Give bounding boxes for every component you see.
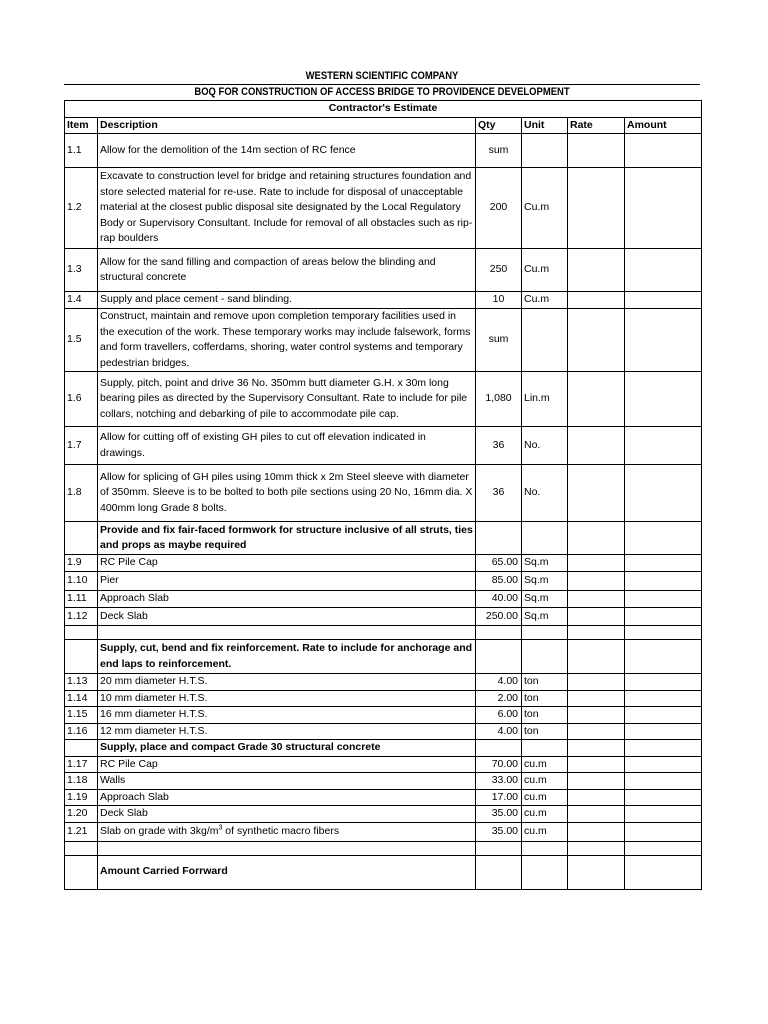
table-row — [65, 822, 702, 841]
item-description: 16 mm diameter H.T.S. — [98, 707, 476, 724]
item-rate — [568, 427, 625, 465]
item-number: 1.16 — [65, 723, 98, 740]
item-qty: 36 — [476, 465, 522, 522]
item-description: RC Pile Cap — [98, 756, 476, 773]
item-rate — [568, 756, 625, 773]
item-unit: Cu.m — [522, 249, 568, 292]
empty-cell — [476, 626, 522, 640]
item-qty: 2.00 — [476, 690, 522, 707]
empty-cell — [568, 841, 625, 855]
table-row — [65, 309, 702, 372]
table-header-row — [65, 117, 702, 134]
item-amount — [625, 427, 702, 465]
item-rate — [568, 555, 625, 572]
item-unit: Sq.m — [522, 555, 568, 572]
item-number: 1.10 — [65, 572, 98, 591]
item-number: 1.17 — [65, 756, 98, 773]
empty-cell — [522, 522, 568, 555]
item-qty: 200 — [476, 168, 522, 249]
empty-cell — [476, 522, 522, 555]
item-qty: 250 — [476, 249, 522, 292]
item-amount — [625, 292, 702, 309]
item-rate — [568, 249, 625, 292]
boq-table — [64, 100, 702, 890]
header-qty: Qty — [476, 117, 522, 134]
item-unit: cu.m — [522, 756, 568, 773]
table-row — [65, 555, 702, 572]
item-qty: sum — [476, 134, 522, 168]
item-qty: 40.00 — [476, 591, 522, 608]
item-rate — [568, 572, 625, 591]
table-row — [65, 572, 702, 591]
table-row — [65, 608, 702, 626]
empty-cell — [568, 855, 625, 889]
item-unit: cu.m — [522, 789, 568, 806]
item-number: 1.18 — [65, 773, 98, 790]
item-number: 1.9 — [65, 555, 98, 572]
item-amount — [625, 723, 702, 740]
item-unit: ton — [522, 674, 568, 691]
item-amount — [625, 806, 702, 823]
empty-cell — [625, 522, 702, 555]
header-description: Description — [98, 117, 476, 134]
item-rate — [568, 134, 625, 168]
empty-cell — [522, 855, 568, 889]
item-number: 1.19 — [65, 789, 98, 806]
blank-row — [65, 841, 702, 855]
empty-cell — [98, 626, 476, 640]
table-row — [65, 168, 702, 249]
item-number: 1.7 — [65, 427, 98, 465]
item-qty: 4.00 — [476, 723, 522, 740]
item-qty: 1,080 — [476, 372, 522, 427]
empty-cell — [568, 626, 625, 640]
item-unit: Sq.m — [522, 591, 568, 608]
item-description — [98, 822, 476, 841]
item-rate — [568, 707, 625, 724]
table-row — [65, 789, 702, 806]
item-unit: cu.m — [522, 773, 568, 790]
item-description: Deck Slab — [98, 806, 476, 823]
item-number: 1.20 — [65, 806, 98, 823]
item-description: Deck Slab — [98, 608, 476, 626]
carried-forward-label: Amount Carried Forrward — [98, 855, 476, 889]
concrete-heading-row — [65, 740, 702, 757]
item-unit — [522, 134, 568, 168]
item-number: 1.6 — [65, 372, 98, 427]
table-row — [65, 292, 702, 309]
item-amount — [625, 465, 702, 522]
table-row — [65, 690, 702, 707]
table-title: Contractor's Estimate — [65, 101, 702, 118]
item-qty: 33.00 — [476, 773, 522, 790]
item-description: Excavate to construction level for bridge and retaining structures foundation and store selected material for re-use. Rate to include for disposal of unacceptable material at the closest public disposal site designated by the Local Regulatory Body or Supervisory Consultant. Include for removal of all obstacles such as rip-rap boulders — [98, 168, 476, 249]
item-description: Construct, maintain and remove upon completion temporary facilities used in the execution of the work. These temporary works may include falsework, forms and form travellers, cofferdams, shoring, water control systems and temporary pedestrian bridges. — [98, 309, 476, 372]
item-rate — [568, 372, 625, 427]
item-unit: Sq.m — [522, 608, 568, 626]
header-amount: Amount — [625, 117, 702, 134]
empty-cell — [625, 855, 702, 889]
item-amount — [625, 608, 702, 626]
item-unit: cu.m — [522, 822, 568, 841]
item-amount — [625, 674, 702, 691]
item-rate — [568, 690, 625, 707]
item-rate — [568, 465, 625, 522]
table-row — [65, 591, 702, 608]
item-qty: sum — [476, 309, 522, 372]
item-number: 1.15 — [65, 707, 98, 724]
item-qty: 70.00 — [476, 756, 522, 773]
item-amount — [625, 134, 702, 168]
item-rate — [568, 608, 625, 626]
item-description: Allow for cutting off of existing GH piles to cut off elevation indicated in drawings. — [98, 427, 476, 465]
item-rate — [568, 806, 625, 823]
item-description: Allow for the sand filling and compaction of areas below the blinding and structural concrete — [98, 249, 476, 292]
item-description: Allow for the demolition of the 14m section of RC fence — [98, 134, 476, 168]
table-row — [65, 773, 702, 790]
item-qty: 85.00 — [476, 572, 522, 591]
item-rate — [568, 789, 625, 806]
section-heading: Supply, cut, bend and fix reinforcement. Rate to include for anchorage and end laps to reinforcement. — [98, 640, 476, 674]
item-number: 1.1 — [65, 134, 98, 168]
table-row — [65, 707, 702, 724]
empty-cell — [65, 740, 98, 757]
empty-cell — [476, 855, 522, 889]
empty-cell — [65, 841, 98, 855]
item-rate — [568, 822, 625, 841]
description-text-end: of synthetic macro fibers — [222, 824, 340, 837]
item-qty: 250.00 — [476, 608, 522, 626]
item-unit: ton — [522, 690, 568, 707]
item-number: 1.11 — [65, 591, 98, 608]
item-qty: 17.00 — [476, 789, 522, 806]
item-unit: Cu.m — [522, 292, 568, 309]
empty-cell — [522, 740, 568, 757]
item-amount — [625, 773, 702, 790]
table-row — [65, 723, 702, 740]
item-number: 1.21 — [65, 822, 98, 841]
item-qty: 35.00 — [476, 822, 522, 841]
description-text: Slab on grade with 3kg/m — [100, 824, 219, 837]
table-row — [65, 806, 702, 823]
document-subtitle: BOQ FOR CONSTRUCTION OF ACCESS BRIDGE TO PROVIDENCE DEVELOPMENT — [194, 86, 570, 98]
item-description: Allow for splicing of GH piles using 10mm thick x 2m Steel sleeve with diameter of 350mm. Sleeve is to be bolted to both pile sections using 20 No, 16mm dia. X 400mm long Grade 8 bolts. — [98, 465, 476, 522]
item-number: 1.12 — [65, 608, 98, 626]
item-amount — [625, 572, 702, 591]
item-description: Supply, pitch, point and drive 36 No. 350mm butt diameter G.H. x 30m long bearing piles as directed by the Supervisory Consultant. Rate to include for pile collars, notching and debarking of pile to accommodate pile cap. — [98, 372, 476, 427]
superscript-cubed: 3 — [218, 824, 223, 832]
empty-cell — [625, 740, 702, 757]
item-number: 1.2 — [65, 168, 98, 249]
item-qty: 10 — [476, 292, 522, 309]
item-unit: ton — [522, 723, 568, 740]
item-amount — [625, 822, 702, 841]
section-heading: Provide and fix fair-faced formwork for structure inclusive of all struts, ties and props as maybe required — [98, 522, 476, 555]
empty-cell — [476, 841, 522, 855]
item-rate — [568, 292, 625, 309]
item-rate — [568, 674, 625, 691]
item-amount — [625, 372, 702, 427]
item-description: Approach Slab — [98, 591, 476, 608]
empty-cell — [476, 640, 522, 674]
empty-cell — [625, 841, 702, 855]
empty-cell — [625, 640, 702, 674]
table-row — [65, 674, 702, 691]
item-number: 1.3 — [65, 249, 98, 292]
blank-row — [65, 626, 702, 640]
item-unit: Cu.m — [522, 168, 568, 249]
item-number: 1.13 — [65, 674, 98, 691]
item-qty: 4.00 — [476, 674, 522, 691]
item-amount — [625, 591, 702, 608]
item-description: Approach Slab — [98, 789, 476, 806]
item-qty: 35.00 — [476, 806, 522, 823]
header-unit: Unit — [522, 117, 568, 134]
item-rate — [568, 723, 625, 740]
item-unit: ton — [522, 707, 568, 724]
table-title-row — [65, 101, 702, 118]
table-row — [65, 465, 702, 522]
item-description: Pier — [98, 572, 476, 591]
item-qty: 36 — [476, 427, 522, 465]
empty-cell — [65, 522, 98, 555]
item-description: Walls — [98, 773, 476, 790]
empty-cell — [65, 626, 98, 640]
item-unit — [522, 309, 568, 372]
empty-cell — [98, 841, 476, 855]
empty-cell — [522, 626, 568, 640]
item-amount — [625, 707, 702, 724]
table-row — [65, 372, 702, 427]
item-rate — [568, 773, 625, 790]
item-qty: 6.00 — [476, 707, 522, 724]
item-description: 20 mm diameter H.T.S. — [98, 674, 476, 691]
item-description: RC Pile Cap — [98, 555, 476, 572]
item-rate — [568, 168, 625, 249]
item-amount — [625, 690, 702, 707]
header-rate: Rate — [568, 117, 625, 134]
item-amount — [625, 555, 702, 572]
empty-cell — [476, 740, 522, 757]
item-unit: No. — [522, 465, 568, 522]
empty-cell — [522, 640, 568, 674]
header-item: Item — [65, 117, 98, 134]
item-unit: Sq.m — [522, 572, 568, 591]
company-name: WESTERN SCIENTIFIC COMPANY — [305, 70, 459, 82]
reinforcement-heading-row — [65, 640, 702, 674]
item-unit: Lin.m — [522, 372, 568, 427]
empty-cell — [568, 640, 625, 674]
empty-cell — [568, 522, 625, 555]
carried-forward-row — [65, 855, 702, 889]
empty-cell — [65, 640, 98, 674]
item-amount — [625, 249, 702, 292]
item-amount — [625, 309, 702, 372]
header-rule — [64, 84, 700, 85]
empty-cell — [522, 841, 568, 855]
item-number: 1.8 — [65, 465, 98, 522]
table-row — [65, 756, 702, 773]
item-unit: No. — [522, 427, 568, 465]
table-row — [65, 249, 702, 292]
item-rate — [568, 309, 625, 372]
item-description: Supply and place cement - sand blinding. — [98, 292, 476, 309]
table-row — [65, 427, 702, 465]
item-qty: 65.00 — [476, 555, 522, 572]
empty-cell — [625, 626, 702, 640]
item-amount — [625, 168, 702, 249]
empty-cell — [568, 740, 625, 757]
item-amount — [625, 756, 702, 773]
item-number: 1.14 — [65, 690, 98, 707]
item-unit: cu.m — [522, 806, 568, 823]
section-heading: Supply, place and compact Grade 30 structural concrete — [98, 740, 476, 757]
table-row — [65, 134, 702, 168]
empty-cell — [65, 855, 98, 889]
item-number: 1.4 — [65, 292, 98, 309]
formwork-heading-row — [65, 522, 702, 555]
item-description: 12 mm diameter H.T.S. — [98, 723, 476, 740]
item-amount — [625, 789, 702, 806]
item-rate — [568, 591, 625, 608]
item-number: 1.5 — [65, 309, 98, 372]
item-description: 10 mm diameter H.T.S. — [98, 690, 476, 707]
